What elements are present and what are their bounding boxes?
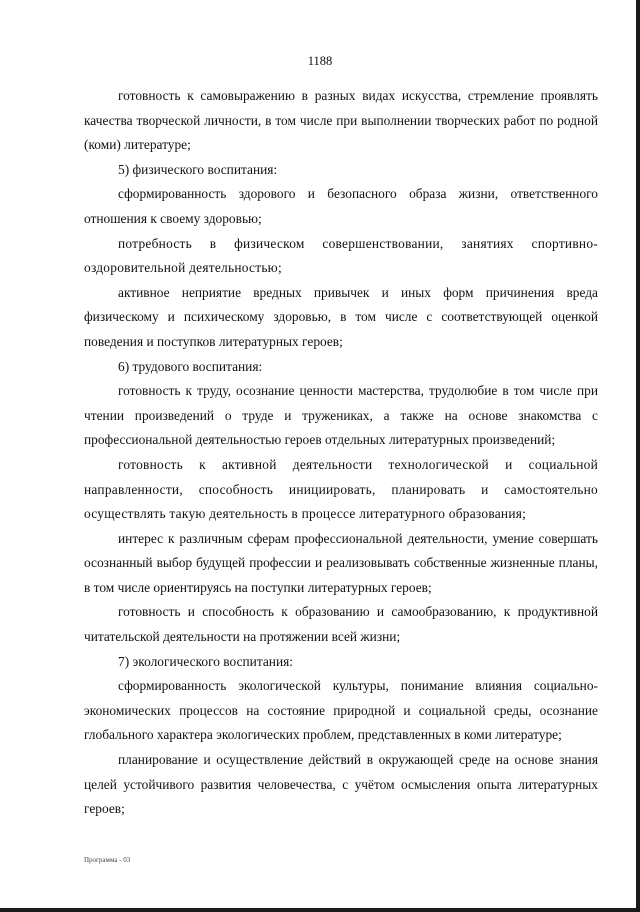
paragraph: готовность и способность к образованию и самообразованию, к продуктивной читательской деятельности на протяжении всей жизни;: [84, 604, 598, 645]
paragraph: планирование и осуществление действий в окружающей среде на основе знания целей устойчивого развития человечества, с учётом осмысления опыта литературных героев;: [84, 752, 598, 817]
paragraph: потребность в физическом совершенствовании, занятиях спортивно-оздоровительной деятельностью;: [84, 235, 598, 276]
page-number: 1188: [307, 54, 333, 68]
body-text: [84, 84, 598, 822]
section-heading-labor: 6) трудового воспитания:: [118, 358, 263, 374]
paragraph: готовность к активной деятельности технологической и социальной направленности, способность инициировать, планировать и самостоятельно осуществлять такую деятельность в процессе литературного образования;: [84, 456, 598, 522]
paragraph: активное неприятие вредных привычек и иных форм причинения вреда физическому и психическому здоровью, в том числе с соответствующей оценкой поведения и поступков литературных героев;: [84, 284, 598, 349]
footer-label: Программа - 03: [84, 856, 131, 864]
scan-edge-bottom: [0, 908, 640, 912]
section-heading-physical: 5) физического воспитания:: [118, 161, 278, 177]
paragraph: интерес к различным сферам профессиональной деятельности, умение совершать осознанный выбор будущей профессии и реализовывать собственные жизненные планы, в том числе ориентируясь на поступки литературных героев;: [84, 530, 598, 595]
scan-edge-right: [636, 0, 640, 912]
section-heading-ecological: 7) экологического воспитания:: [118, 653, 294, 669]
paragraph: готовность к труду, осознание ценности мастерства, трудолюбие в том числе при чтении произведений о труде и тружениках, а также на основе знакомства с профессиональной деятельностью героев отдельных литературных произведений;: [84, 383, 598, 448]
paragraph: готовность к самовыражению в разных видах искусства, стремление проявлять качества творческой личности, в том числе при выполнении творческих работ по родной (коми) литературе;: [84, 88, 598, 153]
paragraph: сформированность здорового и безопасного образа жизни, ответственного отношения к своему здоровью;: [84, 186, 598, 226]
paragraph: сформированность экологической культуры, понимание влияния социально-экономических процессов на состояние природной и социальной среды, осознание глобального характера экологических проблем, представленных в коми литературе;: [84, 678, 598, 743]
